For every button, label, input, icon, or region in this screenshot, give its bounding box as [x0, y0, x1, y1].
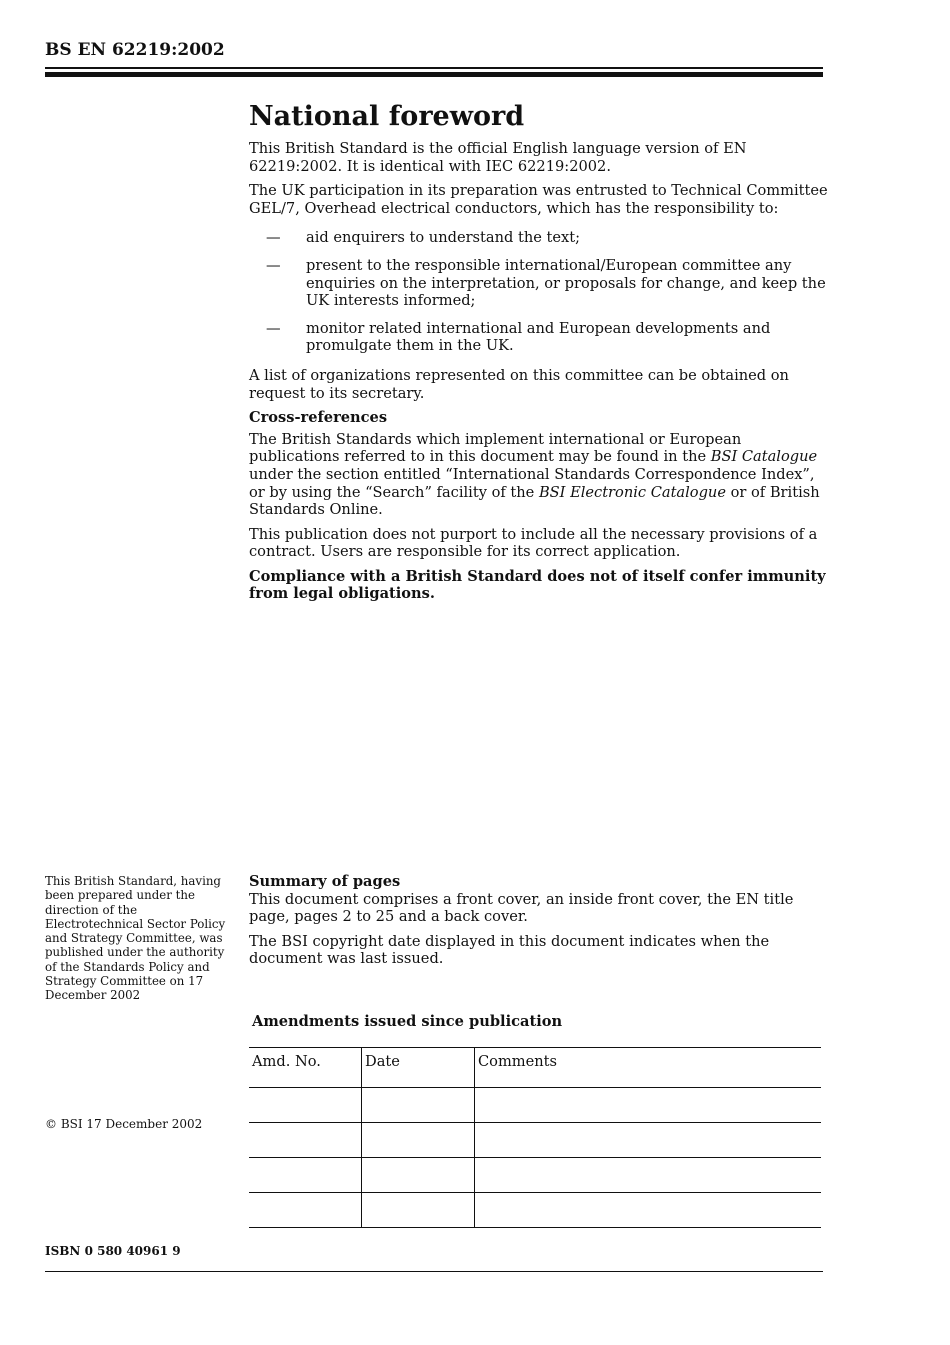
column-header-amd-no: Amd. No.	[249, 1048, 362, 1088]
table-row	[249, 1158, 821, 1193]
header-rule-thin	[45, 67, 823, 69]
copyright-date-note: The BSI copyright date displayed in this document indicates when the document was last issued.	[249, 932, 770, 968]
table-cell	[362, 1088, 475, 1123]
publication-authority-note: This British Standard, having been prepared under the direction of the Electrotechnical Sector Policy and Strategy Committee, was published under the authority of the Standards Policy and Strategy Committee on 17 December 2002	[45, 874, 226, 1003]
list-item-text: monitor related international and European developments and promulgate them in the UK.	[306, 319, 771, 355]
cross-ref-text-3: or of British Standards Online.	[249, 483, 820, 519]
table-cell	[249, 1193, 362, 1228]
cross-ref-text-1: The British Standards which implement international or European publications referred to in this document may be found in the	[249, 430, 742, 466]
dash-bullet: —	[266, 229, 281, 247]
list-item	[249, 229, 829, 247]
dash-bullet: —	[266, 319, 281, 337]
footer-rule	[45, 1271, 823, 1272]
bsi-electronic-catalogue-ref: BSI Electronic Catalogue	[538, 483, 726, 501]
cross-ref-text-2: under the section entitled “International Standards Correspondence Index”, or by using the “Search” facility of the	[249, 465, 815, 501]
table-cell	[362, 1123, 475, 1158]
amendments-title: Amendments issued since publication	[252, 1013, 563, 1030]
provisions-paragraph: This publication does not purport to include all the necessary provisions of a contract. Users are responsible for its correct application.	[249, 525, 818, 561]
copyright-notice: © BSI 17 December 2002	[45, 1117, 203, 1131]
table-cell	[249, 1123, 362, 1158]
organizations-paragraph: A list of organizations represented on this committee can be obtained on request to its secretary.	[249, 366, 789, 402]
list-item	[249, 320, 829, 355]
table-header-row	[249, 1048, 821, 1088]
table-cell	[249, 1158, 362, 1193]
intro-paragraph: This British Standard is the official English language version of EN 62219:2002. It is identical with IEC 62219:2002.	[249, 140, 747, 175]
cross-references-heading: Cross-references	[249, 409, 388, 427]
isbn: ISBN 0 580 40961 9	[45, 1244, 181, 1258]
bsi-catalogue-ref: BSI Catalogue	[710, 448, 818, 466]
summary-text: This document comprises a front cover, an inside front cover, the EN title page, pages 2 to 25 and a back cover.	[249, 890, 794, 926]
table-cell	[475, 1088, 822, 1123]
cross-references-paragraph	[249, 431, 829, 519]
responsibility-list	[249, 229, 829, 355]
foreword-title: National foreword	[249, 101, 525, 132]
national-foreword	[249, 100, 829, 610]
list-item-text: present to the responsible international/European committee any enquiries on the interpretation, or proposals for change, and keep the UK interests informed;	[306, 256, 826, 310]
column-header-comments: Comments	[475, 1048, 822, 1088]
table-row	[249, 1123, 821, 1158]
table-cell	[249, 1088, 362, 1123]
dash-bullet: —	[266, 256, 281, 274]
column-header-date: Date	[362, 1048, 475, 1088]
header-rule-thick	[45, 72, 823, 77]
table-cell	[475, 1193, 822, 1228]
participation-paragraph: The UK participation in its preparation was entrusted to Technical Committee GEL/7, Overhead electrical conductors, which has the responsibility to:	[249, 182, 828, 217]
table-cell	[362, 1158, 475, 1193]
table-cell	[362, 1193, 475, 1228]
summary-heading: Summary of pages	[249, 873, 401, 890]
compliance-statement: Compliance with a British Standard does not of itself confer immunity from legal obligations.	[249, 567, 826, 603]
list-item	[249, 257, 829, 310]
document-id: BS EN 62219:2002	[45, 40, 225, 60]
list-item-text: aid enquirers to understand the text;	[306, 229, 581, 247]
table-cell	[475, 1158, 822, 1193]
amendments-table	[249, 1047, 821, 1228]
table-row	[249, 1088, 821, 1123]
table-cell	[475, 1123, 822, 1158]
table-row	[249, 1193, 821, 1228]
summary-of-pages	[249, 873, 829, 975]
